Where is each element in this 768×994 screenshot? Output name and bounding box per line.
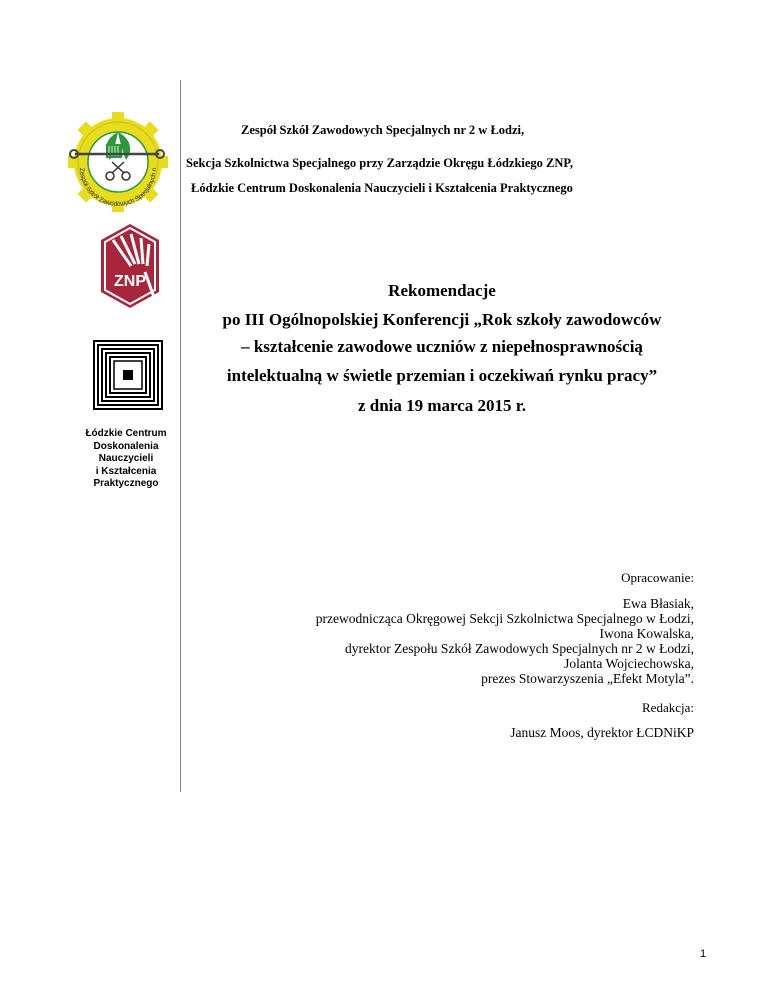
- editor-label: Redakcja:: [642, 700, 694, 715]
- title-line-3: – kształcenie zawodowe uczniów z niepełnosprawnością: [241, 337, 643, 356]
- lcdnikp-label-line: Praktycznego: [93, 478, 159, 489]
- concentric-squares-icon: [93, 340, 163, 410]
- prepared-label: Opracowanie:: [621, 570, 694, 585]
- znp-logo: [95, 220, 165, 310]
- header-org-3: Łódzkie Centrum Doskonalenia Nauczycieli i Kształcenia Praktycznego: [191, 181, 573, 195]
- lcdnikp-logo: [93, 340, 163, 410]
- credit-line: dyrektor Zespołu Szkół Zawodowych Specjalnych nr 2 w Łodzi,: [344, 641, 694, 656]
- lcdnikp-label-line: Łódzkie Centrum: [85, 428, 167, 439]
- credit-line: Ewa Błasiak,: [622, 596, 694, 611]
- svg-text:ZNP: ZNP: [114, 273, 146, 290]
- page-number: 1: [700, 948, 707, 960]
- svg-text:Zespół Szkół Zawodowych Specja: Zespół Szkół Zawodowych Specjalnych n: [77, 167, 159, 209]
- lcdnikp-label-line: i Kształcenia: [95, 465, 157, 477]
- header-org-2: Sekcja Szkolnictwa Specjalnego przy Zarządzie Okręgu Łódzkiego ZNP,: [186, 156, 574, 170]
- gear-logo-icon: [58, 110, 178, 220]
- credit-line: prezes Stowarzyszenia „Efekt Motyla”.: [481, 671, 694, 686]
- credit-line: przewodnicząca Okręgowej Sekcji Szkolnictwa Specjalnego w Łodzi,: [315, 611, 694, 626]
- credits-block: [174, 596, 694, 686]
- lcdnikp-label-line: Nauczycieli: [98, 453, 154, 464]
- lcdnikp-label-line: Doskonalenia: [93, 440, 159, 452]
- zszs-logo: [58, 110, 178, 220]
- header-org-1: Zespół Szkół Zawodowych Specjalnych nr 2 w Łodzi,: [241, 123, 525, 137]
- credit-line: Jolanta Wojciechowska,: [564, 656, 694, 671]
- title-line-5: z dnia 19 marca 2015 r.: [357, 396, 527, 415]
- title-line-4: intelektualną w świetle przemian i oczekiwań rynku pracy”: [226, 366, 658, 385]
- title-line-2: po III Ogólnopolskiej Konferencji „Rok szkoły zawodowców: [222, 310, 662, 329]
- title-line-1: Rekomendacje: [388, 281, 496, 300]
- znp-emblem-icon: [95, 220, 165, 310]
- editor-name: Janusz Moos, dyrektor ŁCDNiKP: [510, 725, 694, 740]
- lcdnikp-label: [70, 428, 182, 491]
- credit-line: Iwona Kowalska,: [599, 626, 694, 641]
